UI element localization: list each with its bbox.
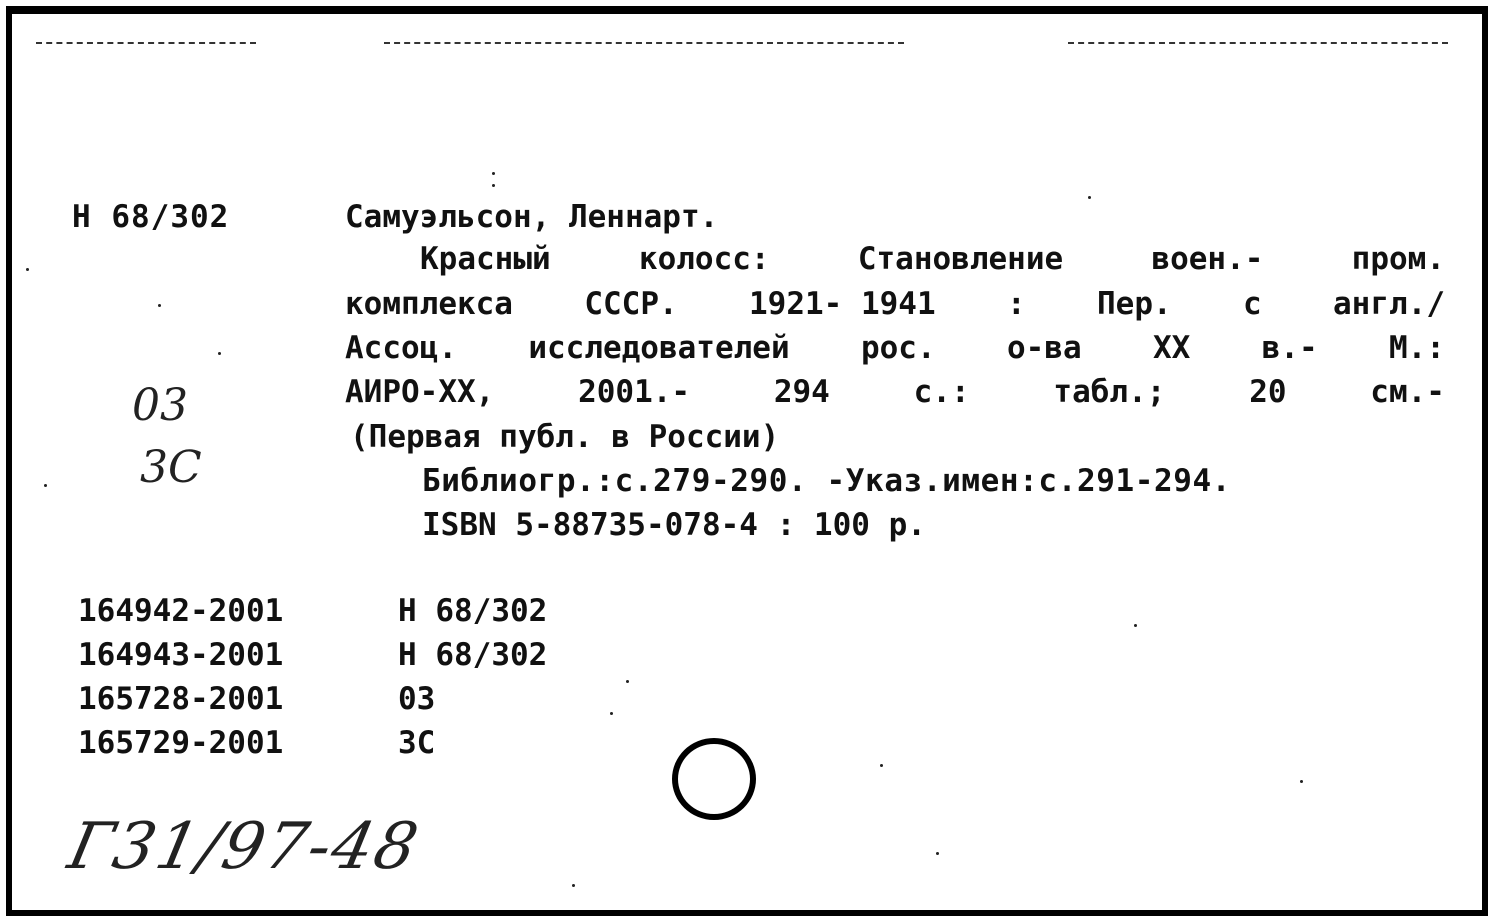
top-rule-right [1068,42,1448,44]
isbn-price: ISBN 5-88735-078-4 : 100 р. [422,507,926,543]
word: СССР. [584,286,678,322]
word: 20 [1249,374,1287,410]
word: XX [1152,330,1191,366]
punch-hole [672,738,756,820]
speck [492,184,495,187]
top-rule-left [36,42,256,44]
description-line-1 [345,241,1445,277]
word: Становление [857,241,1064,277]
handwritten-mark-3c: 3С [140,442,202,493]
top-rule-middle [384,42,904,44]
word: колосс: [638,241,770,277]
word: с [1243,286,1262,322]
word: Красный [420,241,551,277]
word: 1921- 1941 [749,286,936,322]
speck [218,352,221,355]
speck [492,172,495,175]
word: воен.- [1151,241,1264,277]
description-line-3 [345,330,1445,366]
word: 2001.- [578,374,691,410]
speck [158,304,161,307]
speck [26,268,29,271]
word: комплекса [345,286,513,322]
speck [626,680,629,683]
word: : [1006,286,1026,322]
speck [1300,780,1303,783]
speck [1088,196,1091,199]
description-line-2 [345,286,1445,322]
handwritten-mark-03: 03 [132,380,188,431]
word: 294 [773,374,830,410]
inventory-number: 165728-2001 [78,681,284,717]
word: Ассоц. [345,330,457,366]
speck [572,884,575,887]
description-line-4 [345,374,1445,410]
word: пром. [1351,241,1445,277]
word: М.: [1388,330,1445,366]
speck [1134,624,1137,627]
author-heading: Самуэльсон, Леннарт. [345,199,719,235]
word: АИРО-XX, [345,374,495,410]
series-note: (Первая публ. в России) [350,419,780,455]
word: англ./ [1333,286,1445,322]
shelf-mark: Н 68/302 [72,199,230,235]
inventory-number: 164942-2001 [78,593,284,629]
inventory-number: 165729-2001 [78,725,284,761]
word: рос. [860,330,936,366]
inventory-location: Н 68/302 [398,637,548,673]
word: в.- [1261,330,1318,366]
speck [44,484,47,487]
word: см.- [1370,374,1445,410]
inventory-location: Н 68/302 [398,593,548,629]
inventory-location: 03 [398,681,436,717]
word: исследователей [528,330,790,366]
speck [880,764,883,767]
word: Пер. [1097,286,1172,322]
inventory-number: 164943-2001 [78,637,284,673]
word: табл.; [1053,374,1166,410]
word: с.: [913,374,970,410]
speck [936,852,939,855]
bibliography-note: Библиогр.:с.279-290. -Указ.имен:с.291-294. [422,463,1232,499]
inventory-location: 3С [398,725,436,761]
speck [610,712,613,715]
word: о-ва [1006,330,1082,366]
handwritten-code: Г31/97-48 [62,810,426,884]
